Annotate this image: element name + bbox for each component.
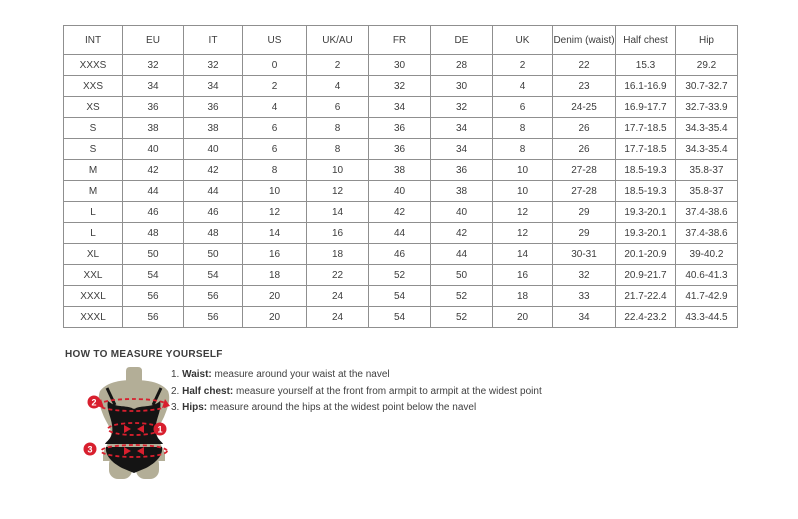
table-cell: 8: [307, 118, 369, 139]
table-cell: 52: [431, 286, 493, 307]
table-cell: 32: [184, 55, 243, 76]
table-row: [64, 160, 738, 181]
size-chart-header: [64, 26, 738, 55]
table-cell: 17.7-18.5: [616, 139, 676, 160]
table-cell: 17.7-18.5: [616, 118, 676, 139]
table-cell: 44: [431, 244, 493, 265]
table-cell: S: [64, 139, 123, 160]
table-cell: 30.7-32.7: [676, 76, 738, 97]
table-cell: 26: [553, 118, 616, 139]
table-cell: 23: [553, 76, 616, 97]
table-cell: 48: [184, 223, 243, 244]
table-cell: 12: [493, 202, 553, 223]
table-cell: 24: [307, 286, 369, 307]
table-cell: 40: [123, 139, 184, 160]
table-cell: 38: [369, 160, 431, 181]
column-header: UK/AU: [307, 26, 369, 55]
column-header: US: [243, 26, 307, 55]
table-cell: 20: [243, 286, 307, 307]
table-cell: 4: [493, 76, 553, 97]
table-cell: 50: [123, 244, 184, 265]
table-cell: 48: [123, 223, 184, 244]
table-cell: M: [64, 160, 123, 181]
table-cell: 44: [184, 181, 243, 202]
size-chart-body: [64, 55, 738, 328]
table-cell: 34: [431, 139, 493, 160]
table-row: [64, 118, 738, 139]
table-cell: 20.9-21.7: [616, 265, 676, 286]
table-cell: 37.4-38.6: [676, 202, 738, 223]
table-cell: 29: [553, 202, 616, 223]
table-cell: XS: [64, 97, 123, 118]
column-header: Half chest: [616, 26, 676, 55]
column-header: IT: [184, 26, 243, 55]
table-cell: 20: [493, 307, 553, 328]
column-header: DE: [431, 26, 493, 55]
table-cell: 42: [369, 202, 431, 223]
measure-step: 1. Waist: measure around your waist at the navel: [171, 369, 390, 380]
table-cell: 34: [184, 76, 243, 97]
table-cell: 36: [123, 97, 184, 118]
column-header: INT: [64, 26, 123, 55]
table-cell: 36: [369, 118, 431, 139]
table-row: [64, 139, 738, 160]
table-cell: 8: [493, 139, 553, 160]
table-row: [64, 55, 738, 76]
table-cell: 16: [243, 244, 307, 265]
table-cell: 16.9-17.7: [616, 97, 676, 118]
table-cell: 24-25: [553, 97, 616, 118]
table-cell: 38: [184, 118, 243, 139]
table-cell: 22: [553, 55, 616, 76]
table-row: [64, 181, 738, 202]
table-cell: 0: [243, 55, 307, 76]
measure-step: 2. Half chest: measure yourself at the front from armpit to armpit at the widest point: [171, 385, 542, 397]
table-cell: 56: [184, 286, 243, 307]
table-cell: 33: [553, 286, 616, 307]
column-header: EU: [123, 26, 184, 55]
table-cell: XXXL: [64, 286, 123, 307]
table-cell: 40: [184, 139, 243, 160]
table-row: [64, 97, 738, 118]
size-chart-table: [63, 25, 738, 328]
table-cell: 56: [123, 286, 184, 307]
table-cell: 20.1-20.9: [616, 244, 676, 265]
table-cell: 32: [431, 97, 493, 118]
table-cell: 32: [369, 76, 431, 97]
table-cell: XL: [64, 244, 123, 265]
table-cell: 40.6-41.3: [676, 265, 738, 286]
table-cell: 24: [307, 307, 369, 328]
waist-badge-number: 1: [157, 424, 163, 435]
measure-step: 3. Hips: measure around the hips at the widest point below the navel: [171, 402, 477, 413]
table-row: [64, 244, 738, 265]
header-row: [64, 26, 738, 55]
table-cell: 52: [431, 307, 493, 328]
table-cell: 35.8-37: [676, 160, 738, 181]
table-cell: 16: [307, 223, 369, 244]
table-cell: XXXS: [64, 55, 123, 76]
table-cell: L: [64, 202, 123, 223]
table-cell: 40: [431, 202, 493, 223]
table-cell: 56: [123, 307, 184, 328]
table-cell: 2: [493, 55, 553, 76]
column-header: FR: [369, 26, 431, 55]
table-cell: 34: [369, 97, 431, 118]
table-cell: 27-28: [553, 160, 616, 181]
table-cell: 44: [369, 223, 431, 244]
table-cell: 54: [184, 265, 243, 286]
table-cell: 30-31: [553, 244, 616, 265]
table-cell: 50: [431, 265, 493, 286]
table-cell: XXXL: [64, 307, 123, 328]
table-cell: 36: [431, 160, 493, 181]
hips-badge-number: 3: [87, 444, 93, 455]
table-cell: 42: [431, 223, 493, 244]
table-cell: 46: [123, 202, 184, 223]
table-cell: 39-40.2: [676, 244, 738, 265]
table-cell: 6: [243, 118, 307, 139]
table-cell: 4: [243, 97, 307, 118]
table-cell: 10: [493, 160, 553, 181]
table-cell: 22.4-23.2: [616, 307, 676, 328]
table-cell: 10: [307, 160, 369, 181]
table-cell: 29: [553, 223, 616, 244]
table-cell: 29.2: [676, 55, 738, 76]
measure-instructions: [171, 369, 542, 419]
table-cell: 38: [123, 118, 184, 139]
table-cell: 4: [307, 76, 369, 97]
table-cell: 37.4-38.6: [676, 223, 738, 244]
table-row: [64, 286, 738, 307]
table-cell: 10: [493, 181, 553, 202]
table-cell: 54: [369, 307, 431, 328]
table-cell: 6: [307, 97, 369, 118]
table-cell: 34.3-35.4: [676, 139, 738, 160]
column-header: Denim (waist): [553, 26, 616, 55]
table-cell: 18.5-19.3: [616, 181, 676, 202]
table-cell: 12: [493, 223, 553, 244]
table-row: [64, 76, 738, 97]
table-cell: 46: [184, 202, 243, 223]
table-cell: XXL: [64, 265, 123, 286]
chest-badge-number: 2: [91, 397, 97, 408]
column-header: UK: [493, 26, 553, 55]
table-cell: S: [64, 118, 123, 139]
table-cell: 19.3-20.1: [616, 202, 676, 223]
table-cell: 44: [123, 181, 184, 202]
table-cell: 34: [431, 118, 493, 139]
table-cell: 56: [184, 307, 243, 328]
table-cell: 21.7-22.4: [616, 286, 676, 307]
table-cell: 15.3: [616, 55, 676, 76]
table-cell: 2: [307, 55, 369, 76]
table-cell: 18: [493, 286, 553, 307]
table-cell: 40: [369, 181, 431, 202]
table-row: [64, 265, 738, 286]
table-cell: 26: [553, 139, 616, 160]
table-cell: 36: [184, 97, 243, 118]
table-cell: 42: [123, 160, 184, 181]
table-cell: L: [64, 223, 123, 244]
table-cell: 32: [123, 55, 184, 76]
table-cell: 32: [553, 265, 616, 286]
table-cell: 43.3-44.5: [676, 307, 738, 328]
table-cell: XXS: [64, 76, 123, 97]
table-cell: 28: [431, 55, 493, 76]
table-cell: 6: [243, 139, 307, 160]
table-cell: 10: [243, 181, 307, 202]
table-row: [64, 202, 738, 223]
table-cell: 20: [243, 307, 307, 328]
table-cell: 52: [369, 265, 431, 286]
table-cell: 2: [243, 76, 307, 97]
table-cell: 34: [123, 76, 184, 97]
measure-section-title: HOW TO MEASURE YOURSELF: [65, 349, 223, 360]
table-row: [64, 223, 738, 244]
table-cell: 32.7-33.9: [676, 97, 738, 118]
table-cell: 14: [307, 202, 369, 223]
table-cell: 30: [369, 55, 431, 76]
table-cell: 16: [493, 265, 553, 286]
table-cell: 41.7-42.9: [676, 286, 738, 307]
table-cell: 34.3-35.4: [676, 118, 738, 139]
table-cell: M: [64, 181, 123, 202]
column-header: Hip: [676, 26, 738, 55]
table-cell: 19.3-20.1: [616, 223, 676, 244]
table-cell: 36: [369, 139, 431, 160]
table-cell: 18.5-19.3: [616, 160, 676, 181]
table-row: [64, 307, 738, 328]
table-cell: 18: [243, 265, 307, 286]
table-cell: 38: [431, 181, 493, 202]
table-cell: 16.1-16.9: [616, 76, 676, 97]
table-cell: 22: [307, 265, 369, 286]
table-cell: 6: [493, 97, 553, 118]
table-cell: 8: [243, 160, 307, 181]
table-cell: 8: [493, 118, 553, 139]
table-cell: 50: [184, 244, 243, 265]
table-cell: 27-28: [553, 181, 616, 202]
table-cell: 46: [369, 244, 431, 265]
table-cell: 54: [123, 265, 184, 286]
table-cell: 30: [431, 76, 493, 97]
table-cell: 8: [307, 139, 369, 160]
table-cell: 54: [369, 286, 431, 307]
table-cell: 12: [307, 181, 369, 202]
table-cell: 34: [553, 307, 616, 328]
table-cell: 35.8-37: [676, 181, 738, 202]
table-cell: 14: [243, 223, 307, 244]
table-cell: 42: [184, 160, 243, 181]
table-cell: 18: [307, 244, 369, 265]
table-cell: 12: [243, 202, 307, 223]
table-cell: 14: [493, 244, 553, 265]
